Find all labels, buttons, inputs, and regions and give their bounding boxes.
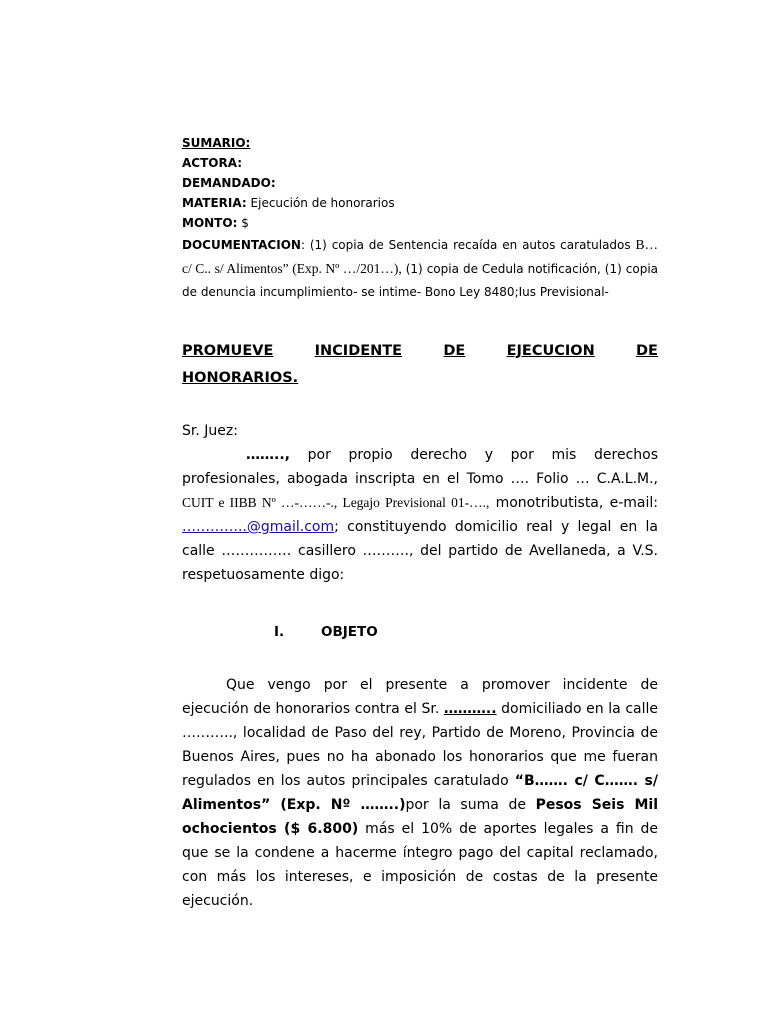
section-heading-objeto: I. OBJETO [274, 624, 378, 640]
title-line-1: PROMUEVE INCIDENTE DE EJECUCION DE [182, 343, 658, 359]
document-body [182, 133, 658, 913]
intro-paragraph: …….., por propio derecho y por mis derechos profesionales, abogada inscripta en el Tomo …. Folio … C.A.L.M., CUIT e IIBB Nº …-……-., Legajo Previsional 01-…., monotributista, e-mail: …………..@gmail.com; constituyendo domicilio real y legal en la calle …………… casillero ………., del partido de Avellaneda, a V.S. respetuosamente digo: [182, 447, 658, 583]
document-title [182, 338, 658, 392]
sumario-heading: SUMARIO: [182, 136, 251, 150]
objeto-paragraph: Que vengo por el presente a promover incidente de ejecución de honorarios contra el Sr. ……….. domiciliado en la calle ……….., localidad de Paso del rey, Partido de Moreno, Provincia de Buenos Aires, pues no ha abonado los honorarios que me fueran regulados en los autos principales caratulado “B……. c/ C……. s/ Alimentos” (Exp. Nº ……..)por la suma de Pesos Seis Mil ochocientos ($ 6.800) más el 10% de aportes legales a fin de que se la condene a hacerme íntegro pago del capital reclamado, con más los intereses, e imposición de costas de la presente ejecución. [182, 677, 658, 909]
salutation: Sr. Juez: [182, 423, 238, 439]
sumario-block [182, 133, 658, 304]
monto-line: MONTO: $ [182, 216, 249, 230]
actora-line: ACTORA: [182, 156, 243, 170]
demandado-line: DEMANDADO: [182, 176, 276, 190]
title-line-2: HONORARIOS. [182, 370, 299, 386]
materia-line: MATERIA: Ejecución de honorarios [182, 196, 395, 210]
email-link[interactable]: …………..@gmail.com [182, 519, 335, 535]
documentacion-line: DOCUMENTACION: (1) copia de Sentencia recaída en autos caratulados B… c/ C.. s/ Alimentos” (Exp. Nº …/201…), (1) copia de Cedula notificación, (1) copia de denuncia incumplimiento- se intime- Bono Ley 8480;Ius Previsional- [182, 237, 659, 299]
